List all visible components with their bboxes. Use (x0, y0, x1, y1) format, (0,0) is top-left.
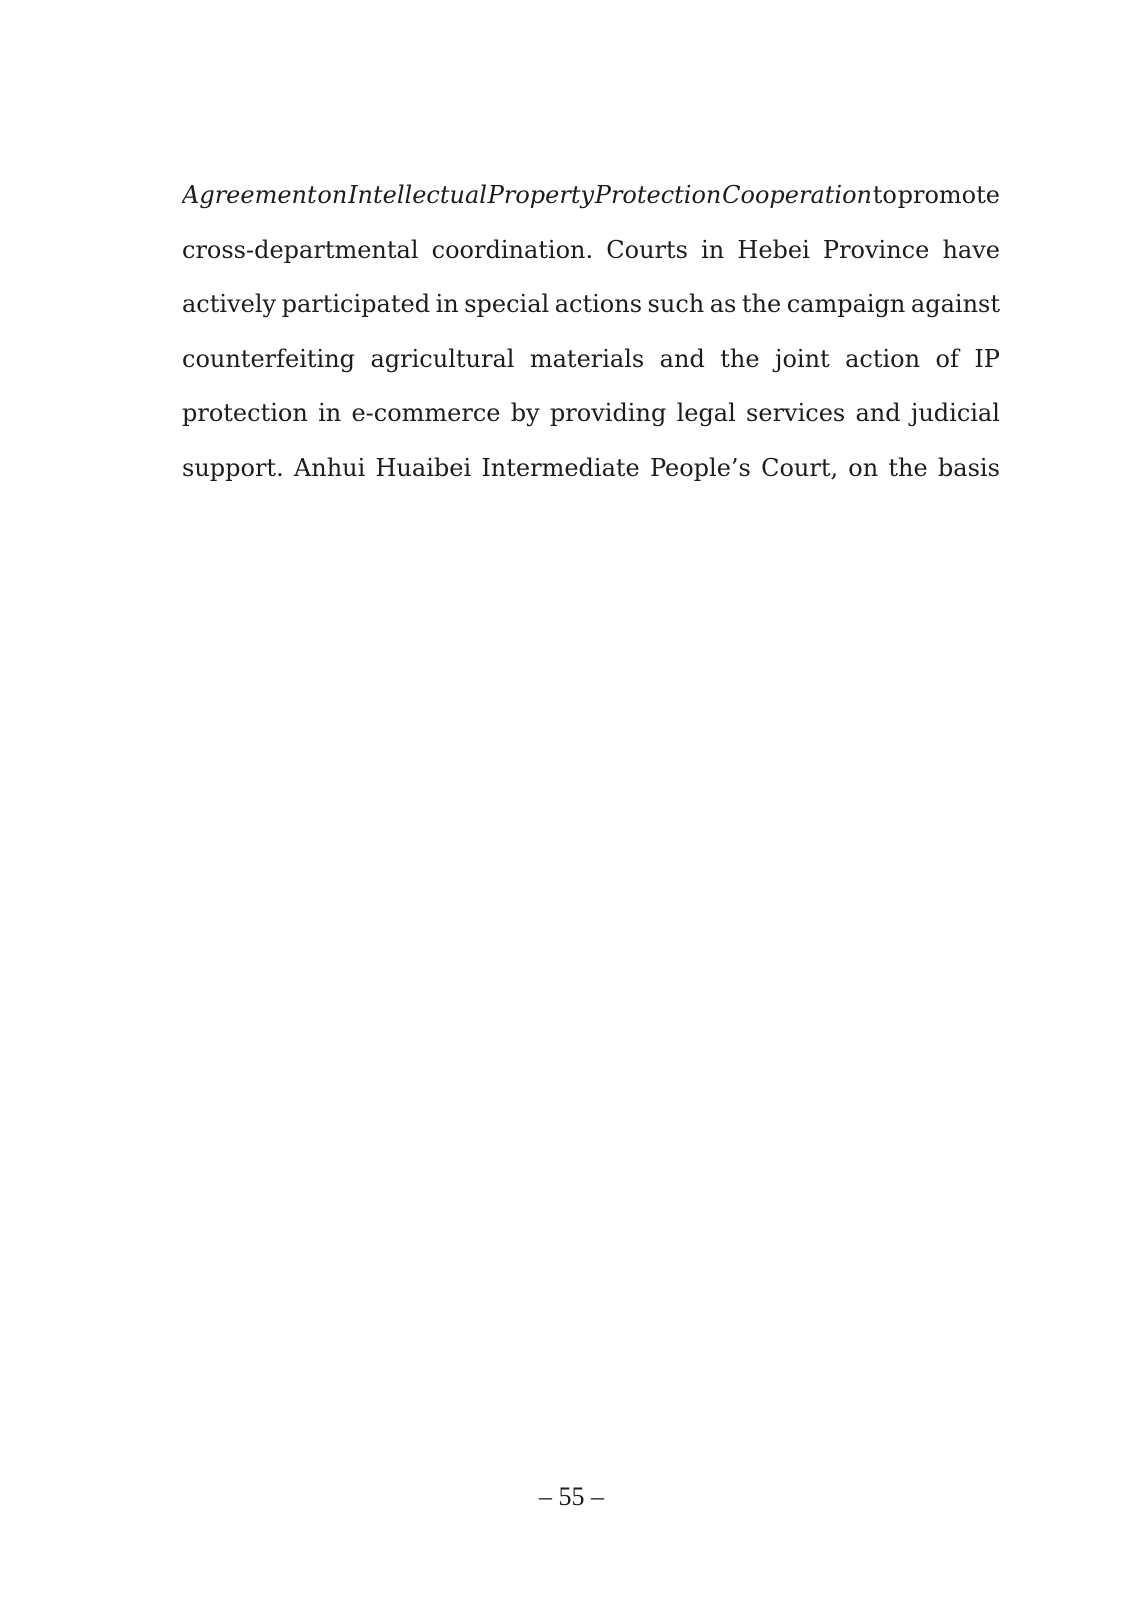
word: protection (182, 399, 308, 428)
word: to (872, 181, 897, 209)
word: special (464, 290, 550, 319)
text-line (182, 277, 1000, 332)
word: the (741, 290, 782, 319)
word: Intellectual (348, 181, 487, 209)
word: the (888, 453, 928, 482)
word: actions (554, 290, 643, 319)
word: participated (281, 290, 431, 319)
word: e-commerce (351, 399, 501, 428)
word: of (935, 344, 959, 373)
word: coordination. (431, 235, 594, 264)
word: materials (529, 344, 645, 373)
word: on (317, 181, 348, 209)
word: and (855, 399, 901, 428)
text-line (182, 332, 1000, 387)
word: Huaibei (375, 453, 472, 482)
text-line (182, 223, 1000, 278)
word: have (942, 235, 1000, 264)
word: as (709, 290, 737, 319)
word: the (720, 344, 760, 373)
word: support. (182, 453, 284, 482)
word: in (318, 399, 342, 428)
word: agricultural (370, 344, 515, 373)
word: providing (549, 399, 667, 428)
word: judicial (910, 399, 1000, 428)
word: Intermediate (481, 453, 640, 482)
word: Anhui (293, 453, 366, 482)
word: Agreement (182, 181, 317, 209)
page-number: – 55 – (539, 1482, 604, 1511)
word: in (701, 235, 725, 264)
word: services (746, 399, 846, 428)
word: Property (487, 181, 595, 209)
word: Courts (606, 235, 688, 264)
text-line (182, 168, 1000, 223)
word: on (848, 453, 879, 482)
word: campaign (786, 290, 906, 319)
word: joint (775, 344, 830, 373)
word: Province (822, 235, 930, 264)
word: basis (937, 453, 1000, 482)
word: and (659, 344, 705, 373)
text-line (182, 386, 1000, 441)
word: legal (676, 399, 736, 428)
word: action (845, 344, 921, 373)
word: cross-departmental (182, 235, 419, 264)
word: Cooperation (722, 181, 872, 209)
word: counterfeiting (182, 344, 356, 373)
word: People’s (649, 453, 751, 482)
word: promote (897, 181, 1000, 209)
word: such (647, 290, 705, 319)
word: Protection (594, 181, 722, 209)
word: actively (182, 290, 277, 319)
word: in (435, 290, 459, 319)
body-paragraph (182, 168, 1000, 496)
text-line (182, 441, 1000, 496)
word: IP (974, 344, 1000, 373)
word: Court, (761, 453, 839, 482)
word: against (910, 290, 1000, 319)
word: by (510, 399, 540, 428)
word: Hebei (737, 235, 810, 264)
